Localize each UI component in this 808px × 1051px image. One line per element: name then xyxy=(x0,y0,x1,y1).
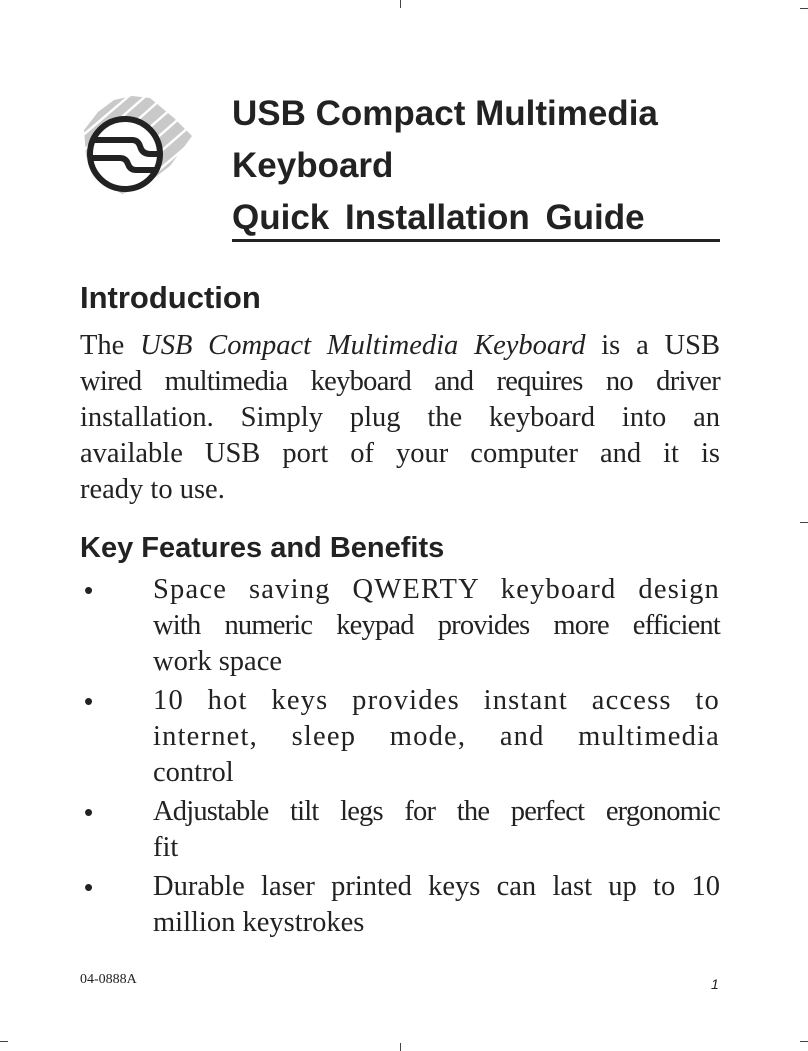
bullet-line: Durable laser printed keys can last up to 10 xyxy=(153,871,720,902)
title-line-2: Keyboard xyxy=(232,146,394,185)
bullet-line: control xyxy=(153,757,234,788)
list-item xyxy=(80,794,720,866)
crop-mark-bottom-left xyxy=(0,1041,8,1042)
crop-mark-top xyxy=(400,0,401,8)
intro-text: The xyxy=(80,330,141,361)
bullet-icon: • xyxy=(84,575,94,605)
bullet-icon: • xyxy=(84,797,94,827)
bullet-line: Space saving QWERTY keyboard design xyxy=(153,574,720,605)
list-item xyxy=(80,683,720,791)
bullet-icon: • xyxy=(84,872,94,902)
bullet-line: with numeric keypad provides more efficient xyxy=(153,610,720,641)
list-item xyxy=(80,572,720,680)
bullet-line: internet, sleep mode, and multimedia xyxy=(153,721,720,752)
document-title xyxy=(232,88,720,244)
intro-line xyxy=(80,328,720,364)
features-heading: Key Features and Benefits xyxy=(80,532,445,564)
bullet-icon: • xyxy=(84,686,94,716)
crop-mark-top-right xyxy=(800,8,808,9)
page-number: 1 xyxy=(711,976,719,992)
crop-mark-bottom-right xyxy=(800,1041,808,1042)
intro-line: ready to use. xyxy=(80,474,225,505)
bullet-line: fit xyxy=(153,832,179,863)
intro-line: installation. Simply plug the keyboard into an xyxy=(80,402,720,433)
document-code: 04-0888A xyxy=(80,972,137,987)
title-line-3: Quick Installation Guide xyxy=(232,198,645,237)
bullet-line: million keystrokes xyxy=(153,907,365,938)
bullet-line: Adjustable tilt legs for the perfect ergonomic xyxy=(153,796,720,827)
bullet-line: work space xyxy=(153,646,282,677)
bullet-line: 10 hot keys provides instant access to xyxy=(153,685,720,716)
intro-line: wired multimedia keyboard and requires no driver xyxy=(80,366,720,397)
introduction-heading: Introduction xyxy=(80,280,261,315)
product-name-italic: USB Compact Multimedia Keyboard xyxy=(140,330,586,361)
title-line-1: USB Compact Multimedia xyxy=(232,94,658,133)
intro-line: available USB port of your computer and it is xyxy=(80,438,720,469)
features-list xyxy=(80,572,720,944)
siig-logo-icon xyxy=(80,84,194,198)
introduction-paragraph xyxy=(80,328,720,508)
crop-mark-right-middle xyxy=(800,522,808,523)
intro-text: is a USB xyxy=(585,330,720,361)
title-underline xyxy=(232,239,720,242)
list-item xyxy=(80,869,720,941)
crop-mark-bottom xyxy=(400,1043,401,1051)
